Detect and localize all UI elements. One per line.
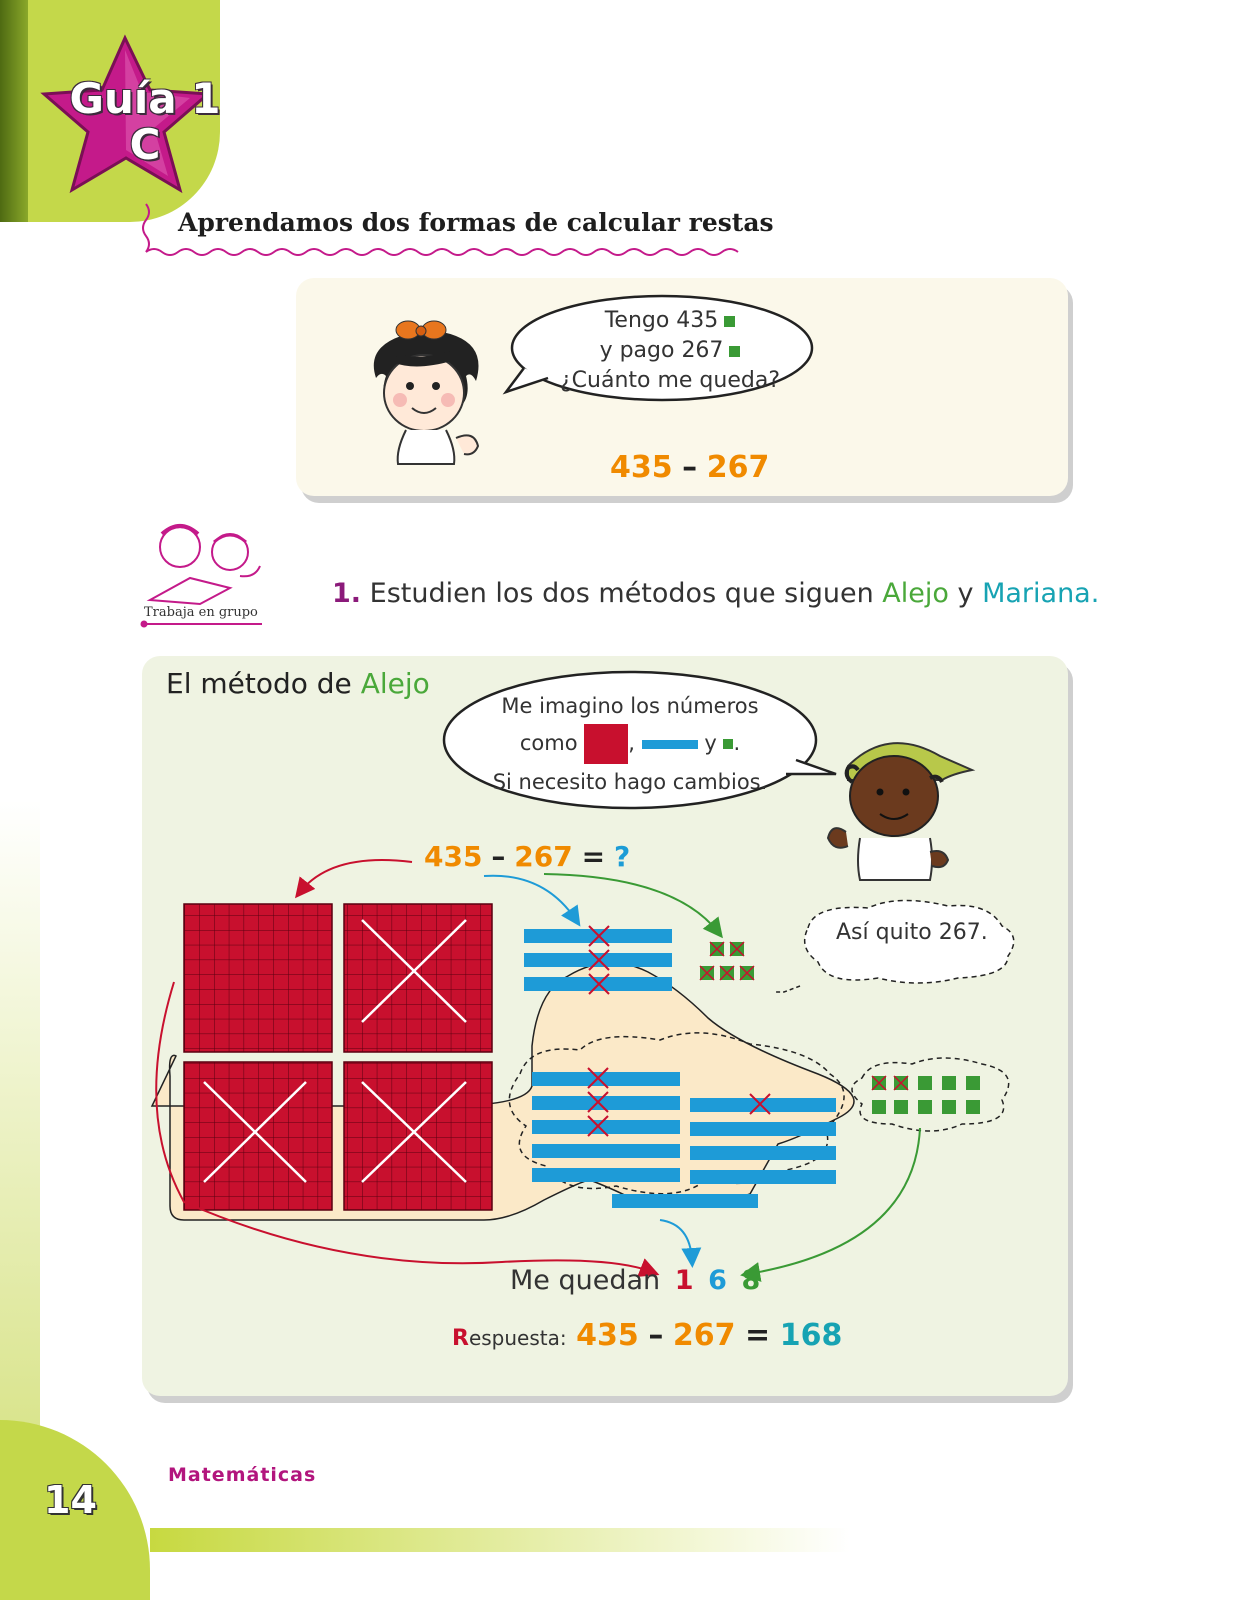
bubble-y: y xyxy=(704,731,717,755)
connector: y xyxy=(957,578,974,609)
answer-line xyxy=(452,1318,842,1353)
method-title-prefix: El método de xyxy=(166,667,352,700)
group-work-label: Trabaja en grupo xyxy=(144,605,258,620)
page-number: 14 xyxy=(44,1478,97,1522)
equation-subtrahend: 267 xyxy=(514,840,573,873)
method-title-name: Alejo xyxy=(360,667,430,700)
name-alejo: Alejo xyxy=(882,578,949,609)
method-bubble-como: como xyxy=(519,731,578,755)
answer-minuend: 435 xyxy=(576,1318,639,1353)
bubble-line-1: Tengo 435 xyxy=(604,308,719,333)
guide-number: Guía 1 xyxy=(69,74,221,123)
name-mariana: Mariana xyxy=(982,578,1091,609)
subject-label: Matemáticas xyxy=(168,1464,317,1486)
hundred-block-2 xyxy=(344,904,492,1052)
footer-bar xyxy=(150,1528,850,1552)
guide-label xyxy=(60,76,230,168)
bubble-line-2: y pago 267 xyxy=(599,338,724,363)
answer-subtrahend: 267 xyxy=(672,1318,736,1353)
equation-unknown: ? xyxy=(614,840,631,873)
bubble-line-3: ¿Cuánto me queda? xyxy=(559,368,780,393)
unit-square-icon xyxy=(729,346,740,357)
answer-initial: R xyxy=(452,1326,469,1351)
subtrahend: 267 xyxy=(706,450,770,485)
intro-bubble-text xyxy=(540,306,800,396)
remainder-label: Me quedan xyxy=(510,1265,661,1296)
remainder-units: 8 xyxy=(741,1265,761,1296)
group-work-icon xyxy=(140,512,270,612)
method-bubble-line-3: Si necesito hago cambios. xyxy=(492,770,768,794)
remainder-hundreds: 1 xyxy=(674,1265,694,1296)
girl-illustration xyxy=(356,318,506,468)
guide-letter: C xyxy=(129,120,161,169)
guide-tab-edge xyxy=(0,0,28,222)
minuend: 435 xyxy=(610,450,673,485)
hundred-block-icon xyxy=(584,724,628,764)
bubble-dot: . xyxy=(733,731,741,755)
ten-bar-icon xyxy=(642,740,698,749)
intro-operation xyxy=(610,450,769,485)
equation-equals: = xyxy=(581,840,606,873)
cloud-text: Así quito 267. xyxy=(836,920,988,945)
answer-minus: – xyxy=(648,1318,664,1353)
equation-minus: – xyxy=(491,840,506,873)
unit-square-icon xyxy=(724,316,735,327)
equation-minuend: 435 xyxy=(424,840,483,873)
method-bubble-text xyxy=(480,688,780,800)
remainder-line xyxy=(510,1265,760,1296)
period: . xyxy=(1090,578,1100,609)
group-label-underline xyxy=(140,620,264,628)
activity-text: Estudien los dos métodos que siguen xyxy=(369,578,874,609)
answer-equals: = xyxy=(745,1318,771,1353)
activity-number: 1. xyxy=(332,578,362,609)
unit-square-icon xyxy=(723,739,733,749)
answer-result: 168 xyxy=(779,1318,843,1353)
answer-label: espuesta: xyxy=(468,1326,567,1350)
method-bubble-line-1: Me imagino los números xyxy=(501,694,759,718)
minus-sign: – xyxy=(682,450,698,485)
remainder-tens: 6 xyxy=(708,1265,727,1296)
side-gradient xyxy=(0,800,40,1440)
hundred-block-1 xyxy=(184,904,332,1052)
section-title: Aprendamos dos formas de calcular restas xyxy=(178,208,774,237)
bubble-comma: , xyxy=(628,731,635,755)
activity-instruction xyxy=(332,578,1099,609)
method-title xyxy=(166,667,430,700)
